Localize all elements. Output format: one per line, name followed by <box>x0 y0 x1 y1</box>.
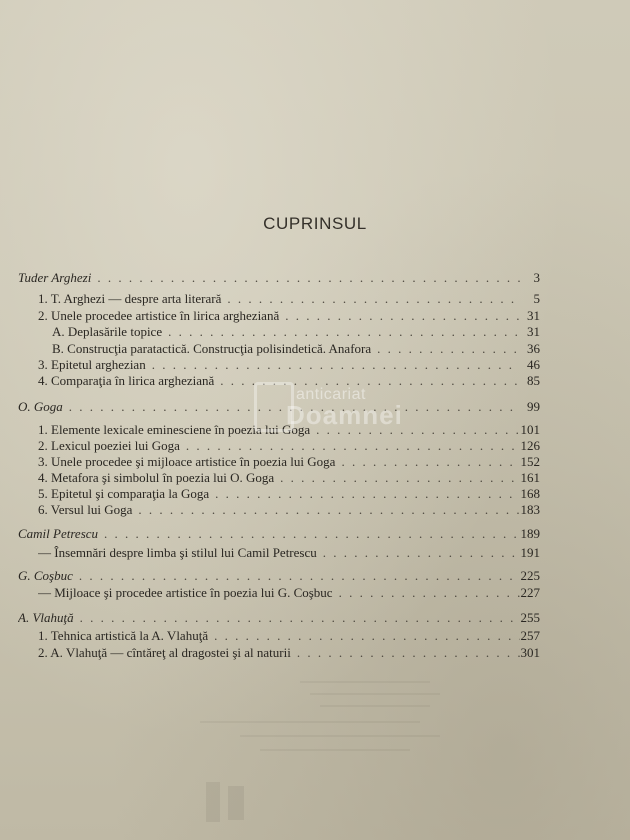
toc-entry <box>38 422 540 438</box>
toc-entry-page: 191 <box>520 545 540 560</box>
leader-dots <box>146 357 520 373</box>
toc-entry-page: 126 <box>520 438 540 453</box>
watermark-line1: anticariat <box>296 386 366 403</box>
toc-entry-text: 5. Epitetul şi comparaţia la Goga <box>38 486 210 501</box>
toc-entry <box>38 373 540 389</box>
toc-entry <box>38 486 540 502</box>
toc-entry-text: 2. A. Vlahuţă — cîntăreţ al dragostei şi al naturii <box>38 645 291 660</box>
leader-dots <box>371 341 520 357</box>
toc-entry <box>38 645 540 661</box>
toc-entry-author <box>18 270 540 286</box>
leader-dots <box>209 486 520 502</box>
toc-subentry <box>52 324 540 340</box>
toc-entry-text: 3. Unele procedee şi mijloace artistice în poezia lui Goga <box>38 454 336 469</box>
toc-entry-page: 227 <box>520 585 540 600</box>
toc-entry-text: 2. Unele procedee artistice în lirica argheziană <box>38 308 280 323</box>
page-title: CUPRINSUL <box>263 214 367 233</box>
toc-entry <box>38 438 540 454</box>
toc-entry-author <box>18 526 540 542</box>
toc-entry-text: G. Coşbuc <box>18 568 73 583</box>
toc-entry-text: 1. T. Arghezi — despre arta literară <box>38 291 222 306</box>
leader-dots <box>162 324 520 340</box>
toc-entry-page: 189 <box>520 526 540 541</box>
toc-entry-page: 5 <box>533 291 540 306</box>
toc-subentry <box>52 341 540 357</box>
toc-entry-page: 301 <box>520 645 540 660</box>
leader-dots <box>291 645 520 661</box>
toc-entry-author <box>18 568 540 584</box>
toc-entry-page: 31 <box>527 324 540 339</box>
leader-dots <box>221 291 520 307</box>
leader-dots <box>310 422 520 438</box>
toc-entry-text: 4. Metafora şi simbolul în poezia lui O. Goga <box>38 470 275 485</box>
leader-dots <box>74 610 520 626</box>
toc-entry <box>38 502 540 518</box>
leader-dots <box>274 470 520 486</box>
toc-entry-page: 99 <box>527 399 540 414</box>
toc-entry-text: Camil Petrescu <box>18 526 99 541</box>
leader-dots <box>98 526 520 542</box>
leader-dots <box>91 270 520 286</box>
toc-entry-text: 4. Comparaţia în lirica argheziană <box>38 373 215 388</box>
toc-entry-text: A. Deplasările topice <box>52 324 163 339</box>
toc-entry-page: 257 <box>520 628 540 643</box>
toc-entry-text: O. Goga <box>18 399 63 414</box>
toc-entry-page: 255 <box>520 610 540 625</box>
leader-dots <box>132 502 520 518</box>
toc-entry-text: A. Vlahuţă <box>18 610 74 625</box>
toc-entry-page: 3 <box>533 270 540 285</box>
leader-dots <box>180 438 520 454</box>
toc-entry-page: 168 <box>520 486 540 501</box>
leader-dots <box>208 628 520 644</box>
leader-dots <box>333 585 520 601</box>
toc-entry-page: 46 <box>527 357 540 372</box>
toc-entry-text: B. Construcţia paratactică. Construcţia polisindetică. Anafora <box>52 341 372 356</box>
leader-dots <box>317 545 520 561</box>
toc-entry-page: 152 <box>520 454 540 469</box>
toc-entry <box>38 545 540 561</box>
toc-entry <box>38 585 540 601</box>
toc-entry-text: — Mijloace şi procedee artistice în poezia lui G. Coşbuc <box>38 585 333 600</box>
toc-entry-page: 183 <box>520 502 540 517</box>
toc-entry <box>38 454 540 470</box>
leader-dots <box>73 568 520 584</box>
leader-dots <box>63 399 520 415</box>
toc-entry-text: 1. Elemente lexicale eminesciene în poezia lui Goga <box>38 422 311 437</box>
leader-dots <box>335 454 520 470</box>
toc-entry-text: — Însemnări despre limba şi stilul lui Camil Petrescu <box>38 545 317 560</box>
toc-entry <box>38 470 540 486</box>
toc-entry <box>38 357 540 373</box>
toc-entry-page: 31 <box>527 308 540 323</box>
toc-entry-author <box>18 399 540 415</box>
toc-entry-text: 2. Lexicul poeziei lui Goga <box>38 438 180 453</box>
toc-entry-page: 161 <box>520 470 540 485</box>
leader-dots <box>214 373 520 389</box>
toc-entry <box>38 628 540 644</box>
toc-entry-page: 225 <box>520 568 540 583</box>
toc-entry <box>38 291 540 307</box>
leader-dots <box>279 308 520 324</box>
toc-entry-page: 101 <box>520 422 540 437</box>
toc-entry <box>38 308 540 324</box>
toc-entry-text: 6. Versul lui Goga <box>38 502 133 517</box>
toc-entry-text: Tuder Arghezi <box>18 270 92 285</box>
toc-entry-page: 36 <box>527 341 540 356</box>
toc-entry-author <box>18 610 540 626</box>
toc-entry-text: 3. Epitetul arghezian <box>38 357 146 372</box>
watermark-line2: Doamnei <box>286 400 403 430</box>
toc-entry-page: 85 <box>527 373 540 388</box>
toc-entry-text: 1. Tehnica artistică la A. Vlahuţă <box>38 628 209 643</box>
